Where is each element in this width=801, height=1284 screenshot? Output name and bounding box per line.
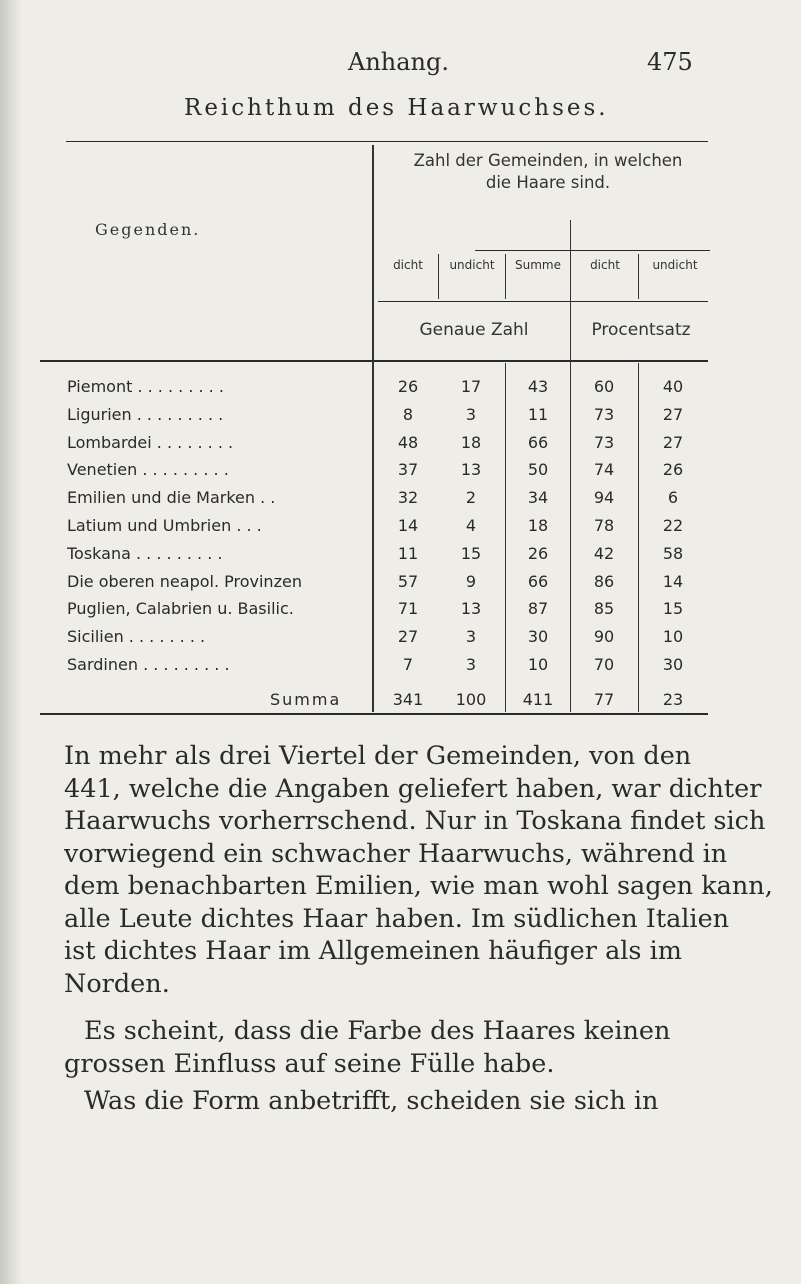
value-dicht-percent: 73	[593, 432, 615, 452]
value-dicht: 14	[397, 516, 419, 535]
value-dicht-percent: 74	[593, 460, 615, 480]
row-region: Toskana . . . . . . . . .	[67, 543, 223, 563]
group-header-line2: die Haare sind.	[485, 173, 611, 192]
col-header-dicht-exact: dicht	[393, 258, 423, 272]
value-undicht: 2	[465, 488, 477, 508]
value-summe: 30	[527, 627, 549, 647]
col-header-summe: Summe	[515, 258, 561, 272]
value-undicht-percent: 26	[662, 460, 684, 480]
value-dicht: 8	[402, 404, 414, 424]
value-dicht-percent: 60	[593, 377, 615, 396]
total-undicht: 100	[455, 690, 487, 709]
value-dicht: 37	[397, 460, 419, 480]
value-dicht-percent: 94	[593, 488, 615, 508]
col-header-undicht-exact: undicht	[449, 258, 495, 272]
value-undicht: 17	[460, 377, 482, 396]
value-undicht: 3	[465, 655, 477, 674]
value-undicht-percent: 40	[662, 377, 684, 396]
row-region: Venetien . . . . . . . . .	[67, 460, 229, 480]
value-summe: 43	[527, 377, 549, 396]
value-undicht-percent: 30	[662, 655, 684, 674]
value-undicht-percent: 58	[662, 543, 684, 563]
value-dicht-percent: 90	[593, 627, 615, 647]
paragraph-line: In mehr als drei Viertel der Gemeinden, von den	[64, 741, 692, 771]
subgroup-exact-header: Genaue Zahl	[419, 320, 529, 340]
value-undicht: 13	[460, 460, 482, 480]
value-dicht: 57	[397, 571, 419, 591]
value-undicht: 9	[465, 571, 477, 591]
page-number: 475	[647, 48, 693, 76]
value-summe: 66	[527, 571, 549, 591]
row-region: Lombardei . . . . . . . .	[67, 432, 234, 452]
value-dicht-percent: 70	[593, 655, 615, 674]
paragraph-line: Norden.	[64, 968, 170, 999]
value-dicht: 71	[397, 599, 419, 619]
running-header: Anhang.	[348, 48, 450, 76]
total-dicht-percent: 77	[593, 690, 615, 709]
value-summe: 87	[527, 599, 549, 619]
value-dicht: 11	[397, 543, 419, 563]
value-undicht: 3	[465, 404, 477, 424]
value-undicht-percent: 27	[662, 404, 684, 424]
paragraph-line: alle Leute dichtes Haar haben. Im südlichen Italien	[64, 903, 730, 934]
value-undicht: 13	[460, 599, 482, 619]
total-label: Summa	[270, 690, 342, 709]
value-undicht: 3	[465, 627, 477, 647]
paragraph-line: Haarwuchs vorherrschend. Nur in Toskana findet sich	[64, 806, 766, 836]
row-region: Puglien, Calabrien u. Basilic.	[67, 599, 294, 619]
paragraph-line: vorwiegend ein schwacher Haarwuchs, während in	[64, 838, 728, 869]
value-summe: 26	[527, 543, 549, 563]
value-dicht: 32	[397, 488, 419, 508]
value-undicht-percent: 6	[667, 488, 679, 508]
paragraph-line: grossen Einfluss auf seine Fülle habe.	[64, 1048, 555, 1079]
value-dicht: 27	[397, 627, 419, 647]
paragraph-line: Was die Form anbetrifft, scheiden sie sich in	[84, 1086, 659, 1116]
col-header-dicht-percent: dicht	[590, 258, 620, 272]
value-dicht: 48	[397, 432, 419, 452]
value-summe: 50	[527, 460, 549, 480]
value-summe: 10	[527, 655, 549, 674]
paragraph-line: ist dichtes Haar im Allgemeinen häufiger als im	[64, 936, 682, 966]
row-region: Piemont . . . . . . . . .	[67, 377, 224, 396]
row-region: Die oberen neapol. Provinzen	[67, 571, 302, 591]
value-undicht-percent: 10	[662, 627, 684, 647]
value-summe: 34	[527, 488, 549, 508]
value-dicht-percent: 86	[593, 571, 615, 591]
value-undicht-percent: 27	[662, 432, 684, 452]
value-summe: 18	[527, 516, 549, 535]
region-column-header: Gegenden.	[95, 220, 201, 239]
group-header-line1: Zahl der Gemeinden, in welchen	[413, 151, 683, 170]
value-summe: 66	[527, 432, 549, 452]
value-summe: 11	[527, 404, 549, 424]
paragraph-line: 441, welche die Angaben geliefert haben, war dichter	[64, 773, 762, 804]
value-dicht: 26	[397, 377, 419, 396]
total-summe: 411	[522, 690, 554, 709]
value-dicht-percent: 78	[593, 516, 615, 535]
value-dicht-percent: 42	[593, 543, 615, 563]
value-undicht: 15	[460, 543, 482, 563]
value-dicht: 7	[402, 655, 414, 674]
paragraph-line: dem benachbarten Emilien, wie man wohl sagen kann,	[64, 871, 773, 901]
subgroup-percent-header: Procentsatz	[591, 320, 691, 340]
row-region: Latium und Umbrien . . .	[67, 516, 262, 535]
total-undicht-percent: 23	[662, 690, 684, 709]
row-region: Sicilien . . . . . . . .	[67, 627, 206, 647]
paragraph-line: Es scheint, dass die Farbe des Haares keinen	[84, 1016, 671, 1046]
value-dicht-percent: 73	[593, 404, 615, 424]
value-undicht-percent: 22	[662, 516, 684, 535]
col-header-undicht-percent: undicht	[652, 258, 698, 272]
value-undicht-percent: 14	[662, 571, 684, 591]
table-caption: Reichthum des Haarwuchses.	[184, 95, 609, 121]
value-undicht: 4	[465, 516, 477, 535]
row-region: Emilien und die Marken . .	[67, 488, 276, 508]
total-dicht: 341	[392, 690, 424, 709]
value-undicht: 18	[460, 432, 482, 452]
value-dicht-percent: 85	[593, 599, 615, 619]
row-region: Ligurien . . . . . . . . .	[67, 404, 224, 424]
row-region: Sardinen . . . . . . . . .	[67, 655, 230, 674]
value-undicht-percent: 15	[662, 599, 684, 619]
